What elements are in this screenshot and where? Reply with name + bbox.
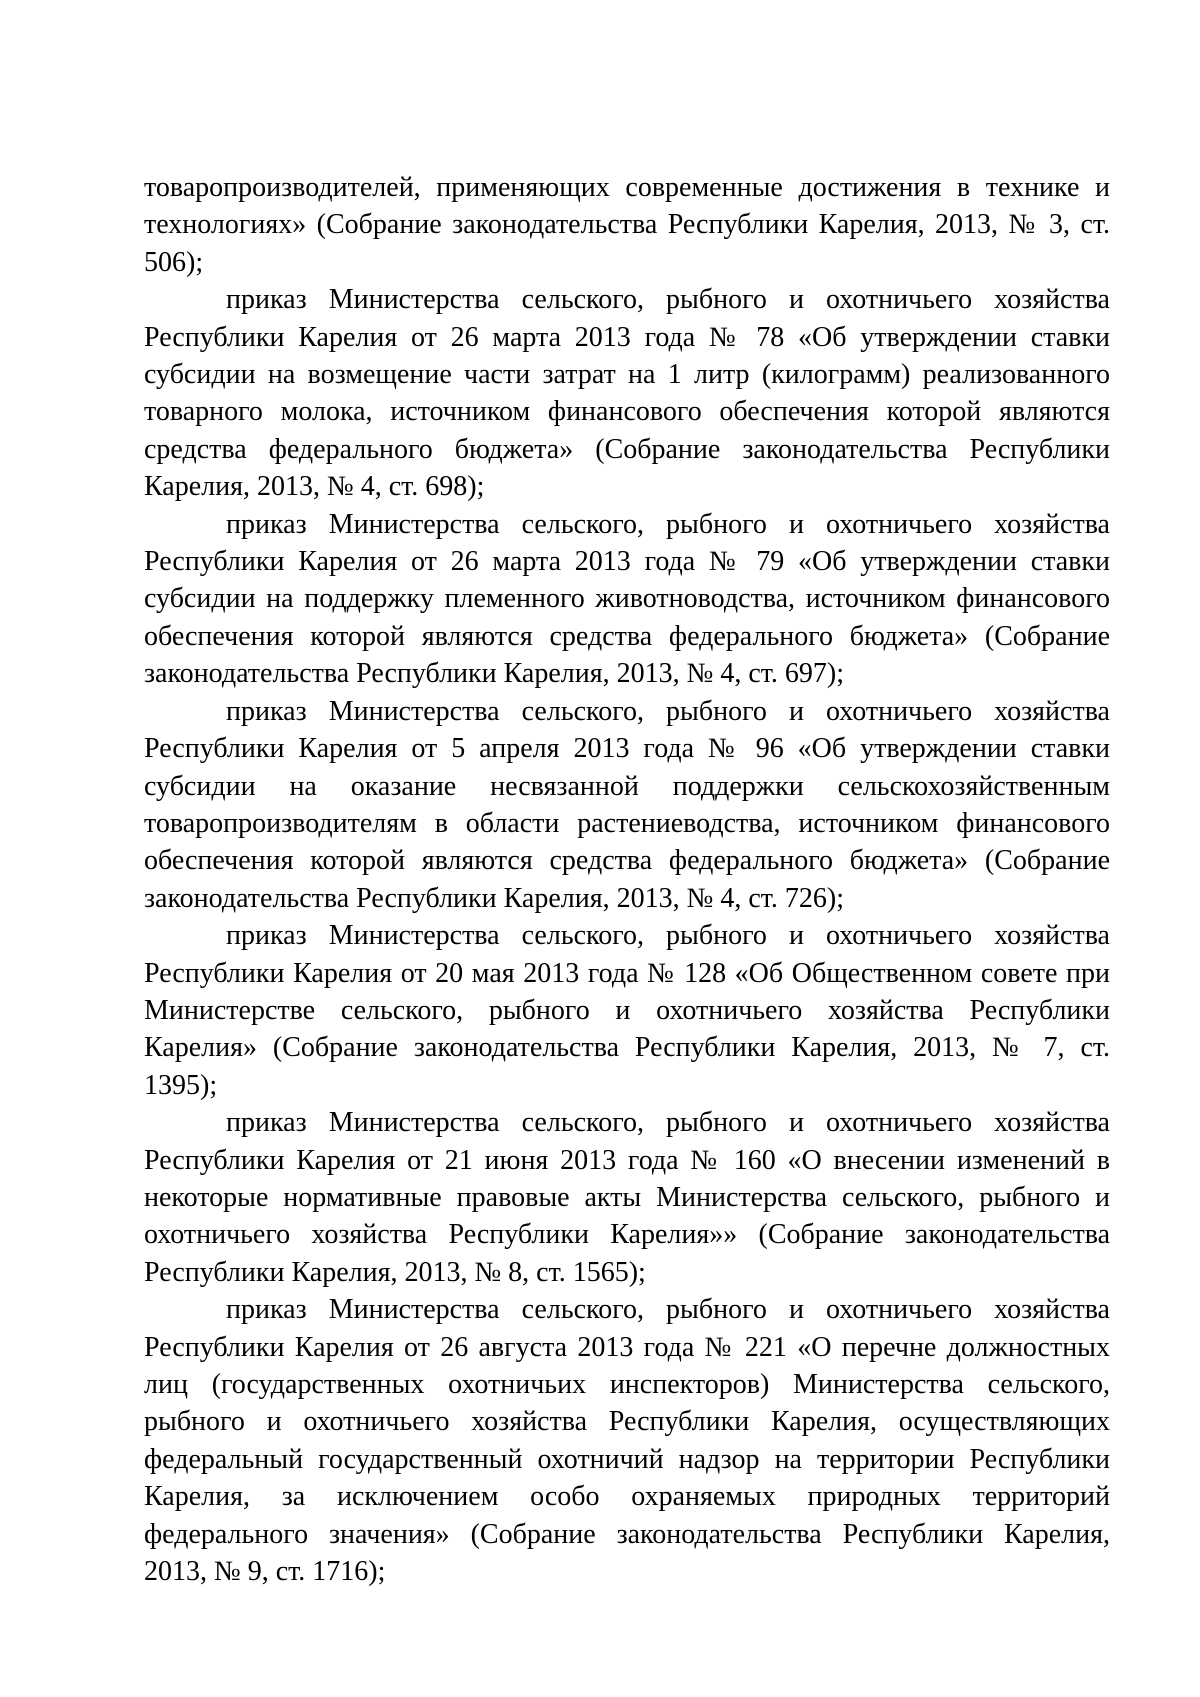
paragraph-order-96: приказ Министерства сельского, рыбного и охотничьего хозяйства Республики Карелия от 5 апреля 2013 года № 96 «Об утверждении ставки субсидии на оказание несвязанной поддержки сельскохозяйственным товаропроизводителям в области растениеводства, источником финансового обеспечения которой являются средства федерального бюджета» (Собрание законодательства Республики Карелия, 2013, № 4, ст. 726); [144,695,1110,914]
paragraph-order-221: приказ Министерства сельского, рыбного и охотничьего хозяйства Республики Карелия от 26 августа 2013 года № 221 «О перечне должностных лиц (государственных охотничьих инспекторов) Министерства сельского, рыбного и охотничьего хозяйства Республики Карелия, осуществляющих федеральный государственный охотничий надзор на территории Республики Карелия, за исключением особо охраняемых природных территорий федерального значения» (Собрание законодательства Республики Карелия, 2013, № 9, ст. 1716); [144,1294,1110,1588]
document-body [144,169,1110,1590]
paragraph-continuation: товаропроизводителей, применяющих современные достижения в технике и технологиях» (Собрание законодательства Республики Карелия, 2013, № 3, ст. 506); [144,172,1110,278]
paragraph-order-128: приказ Министерства сельского, рыбного и охотничьего хозяйства Республики Карелия от 20 мая 2013 года № 128 «Об Общественном совете при Министерстве сельского, рыбного и охотничьего хозяйства Республики Карелия» (Собрание законодательства Республики Карелия, 2013, № 7, ст. 1395); [144,920,1110,1101]
paragraph-order-78: приказ Министерства сельского, рыбного и охотничьего хозяйства Республики Карелия от 26 марта 2013 года № 78 «Об утверждении ставки субсидии на возмещение части затрат на 1 литр (килограмм) реализованного товарного молока, источником финансового обеспечения которой являются средства федерального бюджета» (Собрание законодательства Республики Карелия, 2013, № 4, ст. 698); [144,284,1110,503]
paragraph-order-160: приказ Министерства сельского, рыбного и охотничьего хозяйства Республики Карелия от 21 июня 2013 года № 160 «О внесении изменений в некоторые нормативные правовые акты Министерства сельского, рыбного и охотничьего хозяйства Республики Карелия»» (Собрание законодательства Республики Карелия, 2013, № 8, ст. 1565); [144,1107,1110,1288]
paragraph-order-79: приказ Министерства сельского, рыбного и охотничьего хозяйства Республики Карелия от 26 марта 2013 года № 79 «Об утверждении ставки субсидии на поддержку племенного животноводства, источником финансового обеспечения которой являются средства федерального бюджета» (Собрание законодательства Республики Карелия, 2013, № 4, ст. 697); [144,508,1110,690]
